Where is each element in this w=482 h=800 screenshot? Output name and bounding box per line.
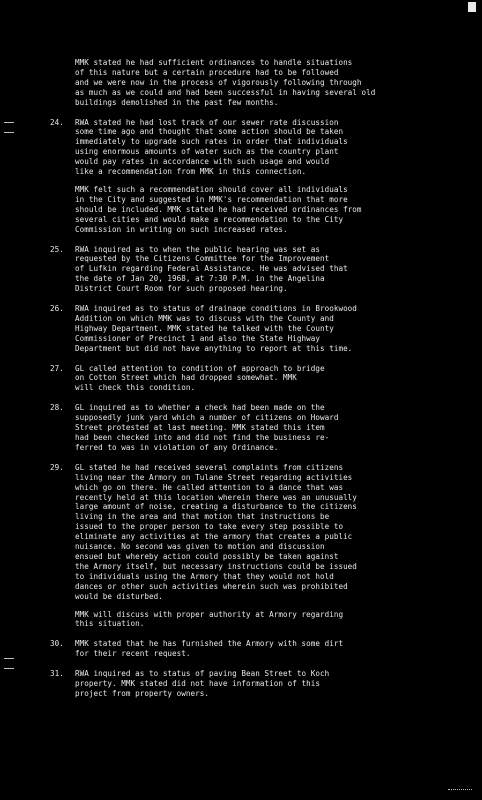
item-gap — [50, 393, 445, 403]
item-gap — [50, 235, 445, 245]
item-paragraph: MMK stated that he has furnished the Armory with some dirt for their recent request. — [75, 639, 344, 659]
item-paragraph: RWA inquired as to status of paving Bean Street to Koch property. MMK stated did not have information of this project from property owners. — [75, 669, 330, 698]
numbered-item — [50, 639, 445, 659]
item-paragraph: RWA stated he had lost track of our sewer rate discussion some time ago and thought that some action should be taken immediately to upgrade such rates in order that individuals using enormous amounts of water such as the country plant would pay rates in accordance with such usage and would like a recommendation from MMK in this connection. — [75, 117, 348, 177]
margin-tick-mark — [4, 668, 14, 669]
item-gap — [50, 659, 445, 669]
document-body — [50, 58, 445, 699]
item-number: 28. — [50, 403, 64, 413]
paragraph-gap — [75, 177, 445, 185]
item-gap — [50, 354, 445, 364]
item-number: 29. — [50, 462, 64, 472]
item-gap — [50, 453, 445, 463]
margin-tick-mark — [4, 658, 14, 659]
numbered-item — [50, 669, 445, 699]
item-number: 26. — [50, 304, 64, 314]
item-paragraph: GL stated he had received several complaints from citizens living near the Armory on Tulane Street regarding activities which go on there. He called attention to a dance that was recently held at this location wherein there was an unusually large amount of noise, creating a disturbance to the citizens living in the area and that motion that instructions be issued to the proper person to take every step possible to eliminate any activities at the armory that creates a public nuisance. No second was given to motion and discussion ensued but whereby action could possibly be taken against the Armory itself, but necessary instructions could be issued to individuals using the Armory that they would not hold dances or other such activities wherein such was prohibited would be disturbed. — [75, 462, 357, 601]
corner-punch-mark — [468, 2, 476, 12]
numbered-item — [50, 463, 445, 630]
item-number: 30. — [50, 639, 64, 649]
item-gap — [50, 294, 445, 304]
item-paragraph: RWA inquired as to status of drainage conditions in Brookwood Addition on which MMK was to discuss with the County and Highway Department. MMK stated he talked with the County Commissioner of Precinct 1 and also the State Highway Department but did not have anything to report at this time. — [75, 304, 357, 353]
margin-tick-mark — [4, 122, 14, 123]
margin-tick-mark — [4, 132, 14, 133]
item-gap — [50, 629, 445, 639]
item-number: 31. — [50, 669, 64, 679]
item-paragraph: MMK will discuss with proper authority at Armory regarding this situation. — [75, 609, 344, 629]
item-paragraph: RWA inquired as to when the public hearing was set as requested by the Citizens Committee for the Improvement of Lufkin regarding Federal Assistance. He was advised that the date of Jan 20, 1968, at 7:30 P.M. in the Angelina District Court Room for such proposed hearing. — [75, 244, 348, 294]
item-number: 27. — [50, 363, 64, 373]
numbered-item — [50, 403, 445, 453]
numbered-item — [50, 245, 445, 295]
paragraph-gap — [75, 602, 445, 610]
item-paragraph: GL inquired as to whether a check had been made on the supposedly junk yard which a number of citizens on Howard Street protested at last meeting. MMK stated this item had been checked into and did not find the business re- ferred to was in violation of any Ordinance. — [75, 403, 339, 452]
item-number: 24. — [50, 117, 64, 127]
numbered-item — [50, 118, 445, 235]
intro-paragraph: MMK stated he had sufficient ordinances to handle situations of this nature but a certain procedure had to be followed and we were now in the process of vigorously following through as much as we could and had been successful in having several old buildings demolished in the past few months. — [75, 58, 376, 107]
item-paragraph: MMK felt such a recommendation should cover all individuals in the City and suggested in MMK's recommendation that more should be included. MMK stated he had received ordinances from several cities and would make a recommendation to the City Commission in writing on such increased rates. — [75, 184, 362, 234]
item-gap — [50, 108, 445, 118]
footer-mark — [448, 789, 472, 796]
numbered-item — [50, 304, 445, 354]
item-paragraph: GL called attention to condition of approach to bridge on Cotton Street which had dropped somewhat. MMK will check this condition. — [75, 363, 325, 393]
numbered-items-list — [50, 108, 445, 699]
numbered-item — [50, 364, 445, 394]
item-number: 25. — [50, 244, 64, 254]
